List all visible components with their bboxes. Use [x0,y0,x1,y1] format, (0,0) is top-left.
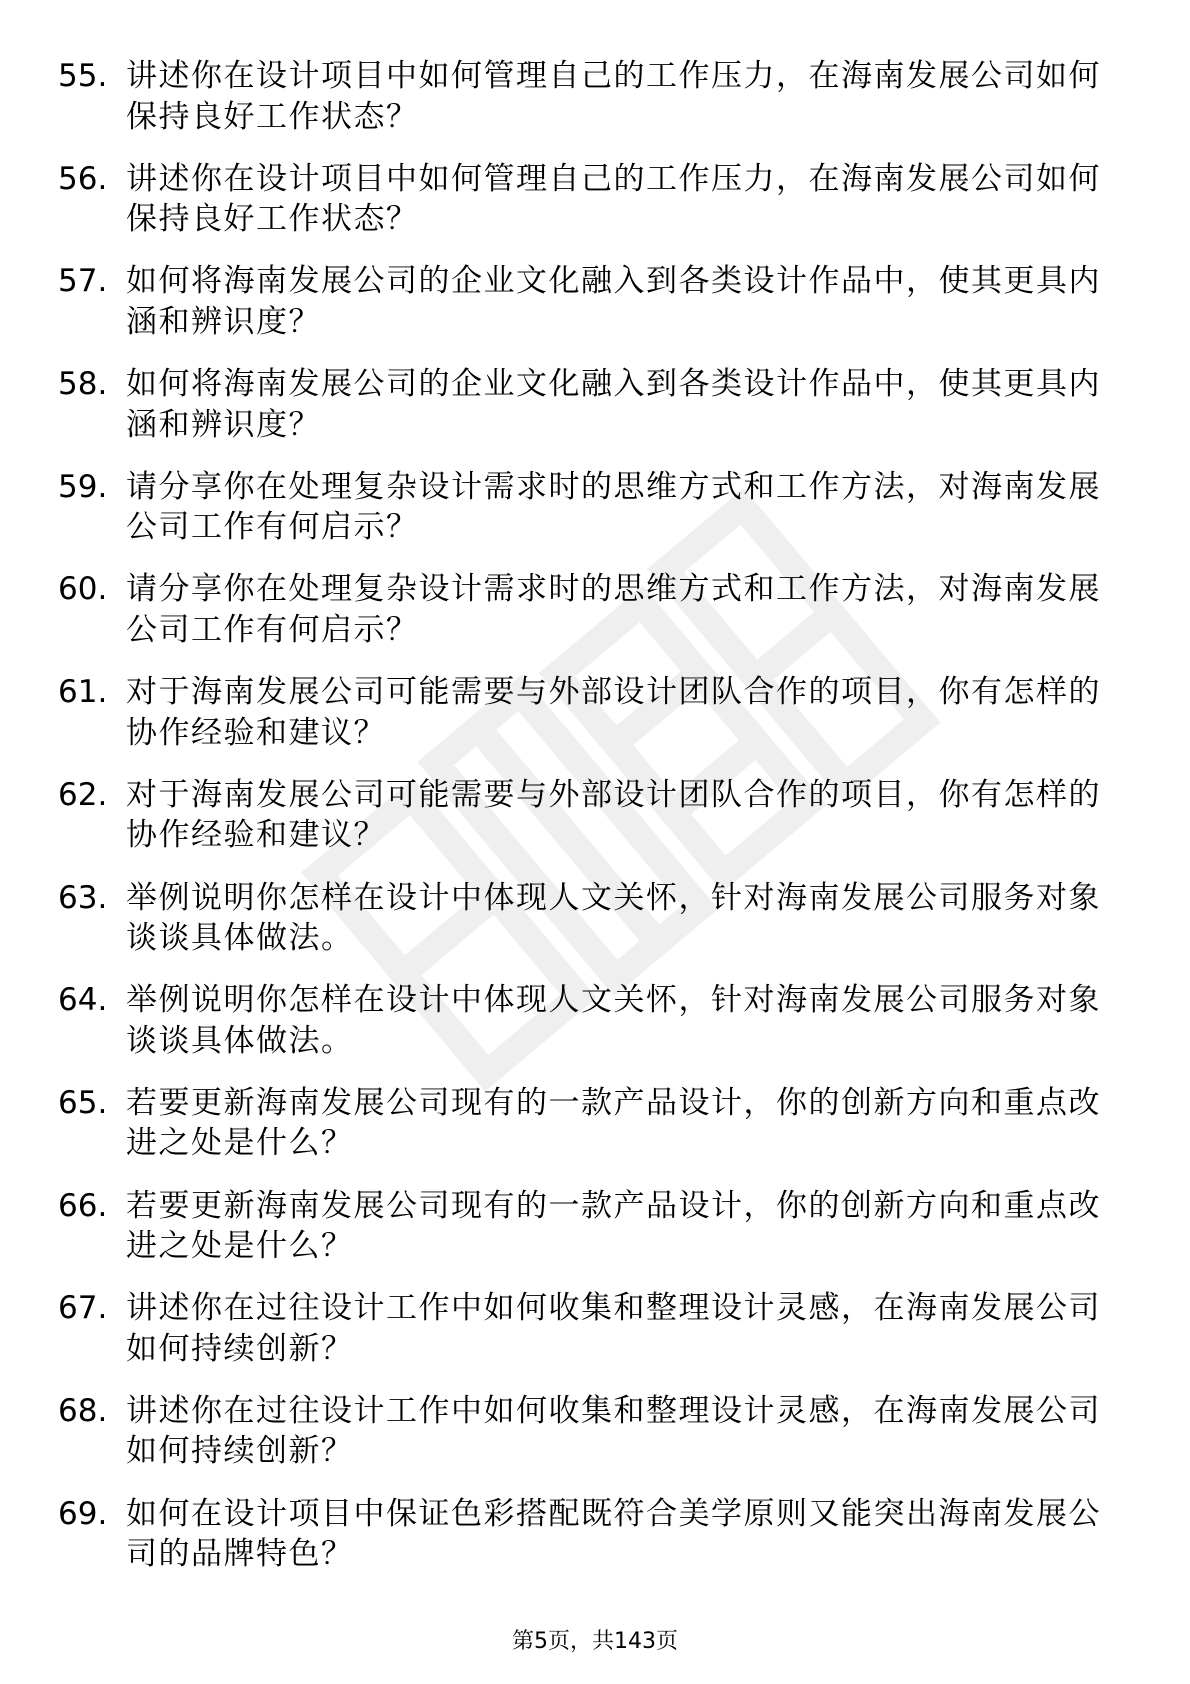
question-number: 55. [58,58,108,94]
question-item [58,1484,1118,1587]
question-number: 62. [58,776,108,813]
question-item [58,46,1118,149]
question-number: 67. [58,1290,108,1327]
question-item [58,354,1118,457]
question-item [58,868,1118,971]
question-number: 63. [58,879,108,916]
question-number: 65. [58,1084,108,1121]
question-number: 57. [58,263,108,300]
question-number: 69. [58,1495,108,1532]
question-number: 59. [58,468,108,505]
page-footer: 第5页，共143页 [512,1629,678,1654]
question-text: 对于海南发展公司可能需要与外部设计团队合作的项目，你有怎样的协作经验和建议？ [126,776,1101,854]
question-item [58,765,1118,868]
question-item [58,1381,1118,1484]
question-item [58,1176,1118,1279]
question-text: 举例说明你怎样在设计中体现人文关怀，针对海南发展公司服务对象谈谈具体做法。 [126,982,1101,1059]
question-item [58,1278,1118,1381]
question-text: 讲述你在过往设计工作中如何收集和整理设计灵感，在海南发展公司如何持续创新？ [126,1290,1101,1367]
question-item [58,149,1118,252]
question-number: 61. [58,674,108,711]
question-text: 若要更新海南发展公司现有的一款产品设计，你的创新方向和重点改进之处是什么？ [126,1187,1101,1265]
question-text: 如何将海南发展公司的企业文化融入到各类设计作品中，使其更具内涵和辨识度？ [126,366,1101,443]
question-text: 如何在设计项目中保证色彩搭配既符合美学原则又能突出海南发展公司的品牌特色？ [126,1495,1101,1573]
question-number: 58. [58,366,108,403]
question-item [58,457,1118,560]
question-item [58,559,1118,662]
question-text: 讲述你在设计项目中如何管理自己的工作压力，在海南发展公司如何保持良好工作状态？ [126,160,1101,238]
question-text: 如何将海南发展公司的企业文化融入到各类设计作品中，使其更具内涵和辨识度？ [126,263,1101,340]
question-number: 64. [58,982,108,1019]
question-text: 若要更新海南发展公司现有的一款产品设计，你的创新方向和重点改进之处是什么？ [126,1084,1101,1162]
question-number: 68. [58,1392,108,1429]
question-text: 举例说明你怎样在设计中体现人文关怀，针对海南发展公司服务对象谈谈具体做法。 [126,879,1101,956]
question-list [58,46,1118,1586]
question-number: 56. [58,160,108,197]
question-text: 对于海南发展公司可能需要与外部设计团队合作的项目，你有怎样的协作经验和建议？ [126,674,1101,751]
question-text: 讲述你在设计项目中如何管理自己的工作压力，在海南发展公司如何保持良好工作状态？ [126,58,1101,135]
question-text: 请分享你在处理复杂设计需求时的思维方式和工作方法，对海南发展公司工作有何启示？ [126,571,1101,648]
question-item [58,251,1118,354]
question-number: 66. [58,1187,108,1224]
question-item [58,970,1118,1073]
question-number: 60. [58,571,108,608]
question-text: 请分享你在处理复杂设计需求时的思维方式和工作方法，对海南发展公司工作有何启示？ [126,468,1101,546]
question-item [58,1073,1118,1176]
question-text: 讲述你在过往设计工作中如何收集和整理设计灵感，在海南发展公司如何持续创新？ [126,1392,1101,1470]
question-item [58,662,1118,765]
